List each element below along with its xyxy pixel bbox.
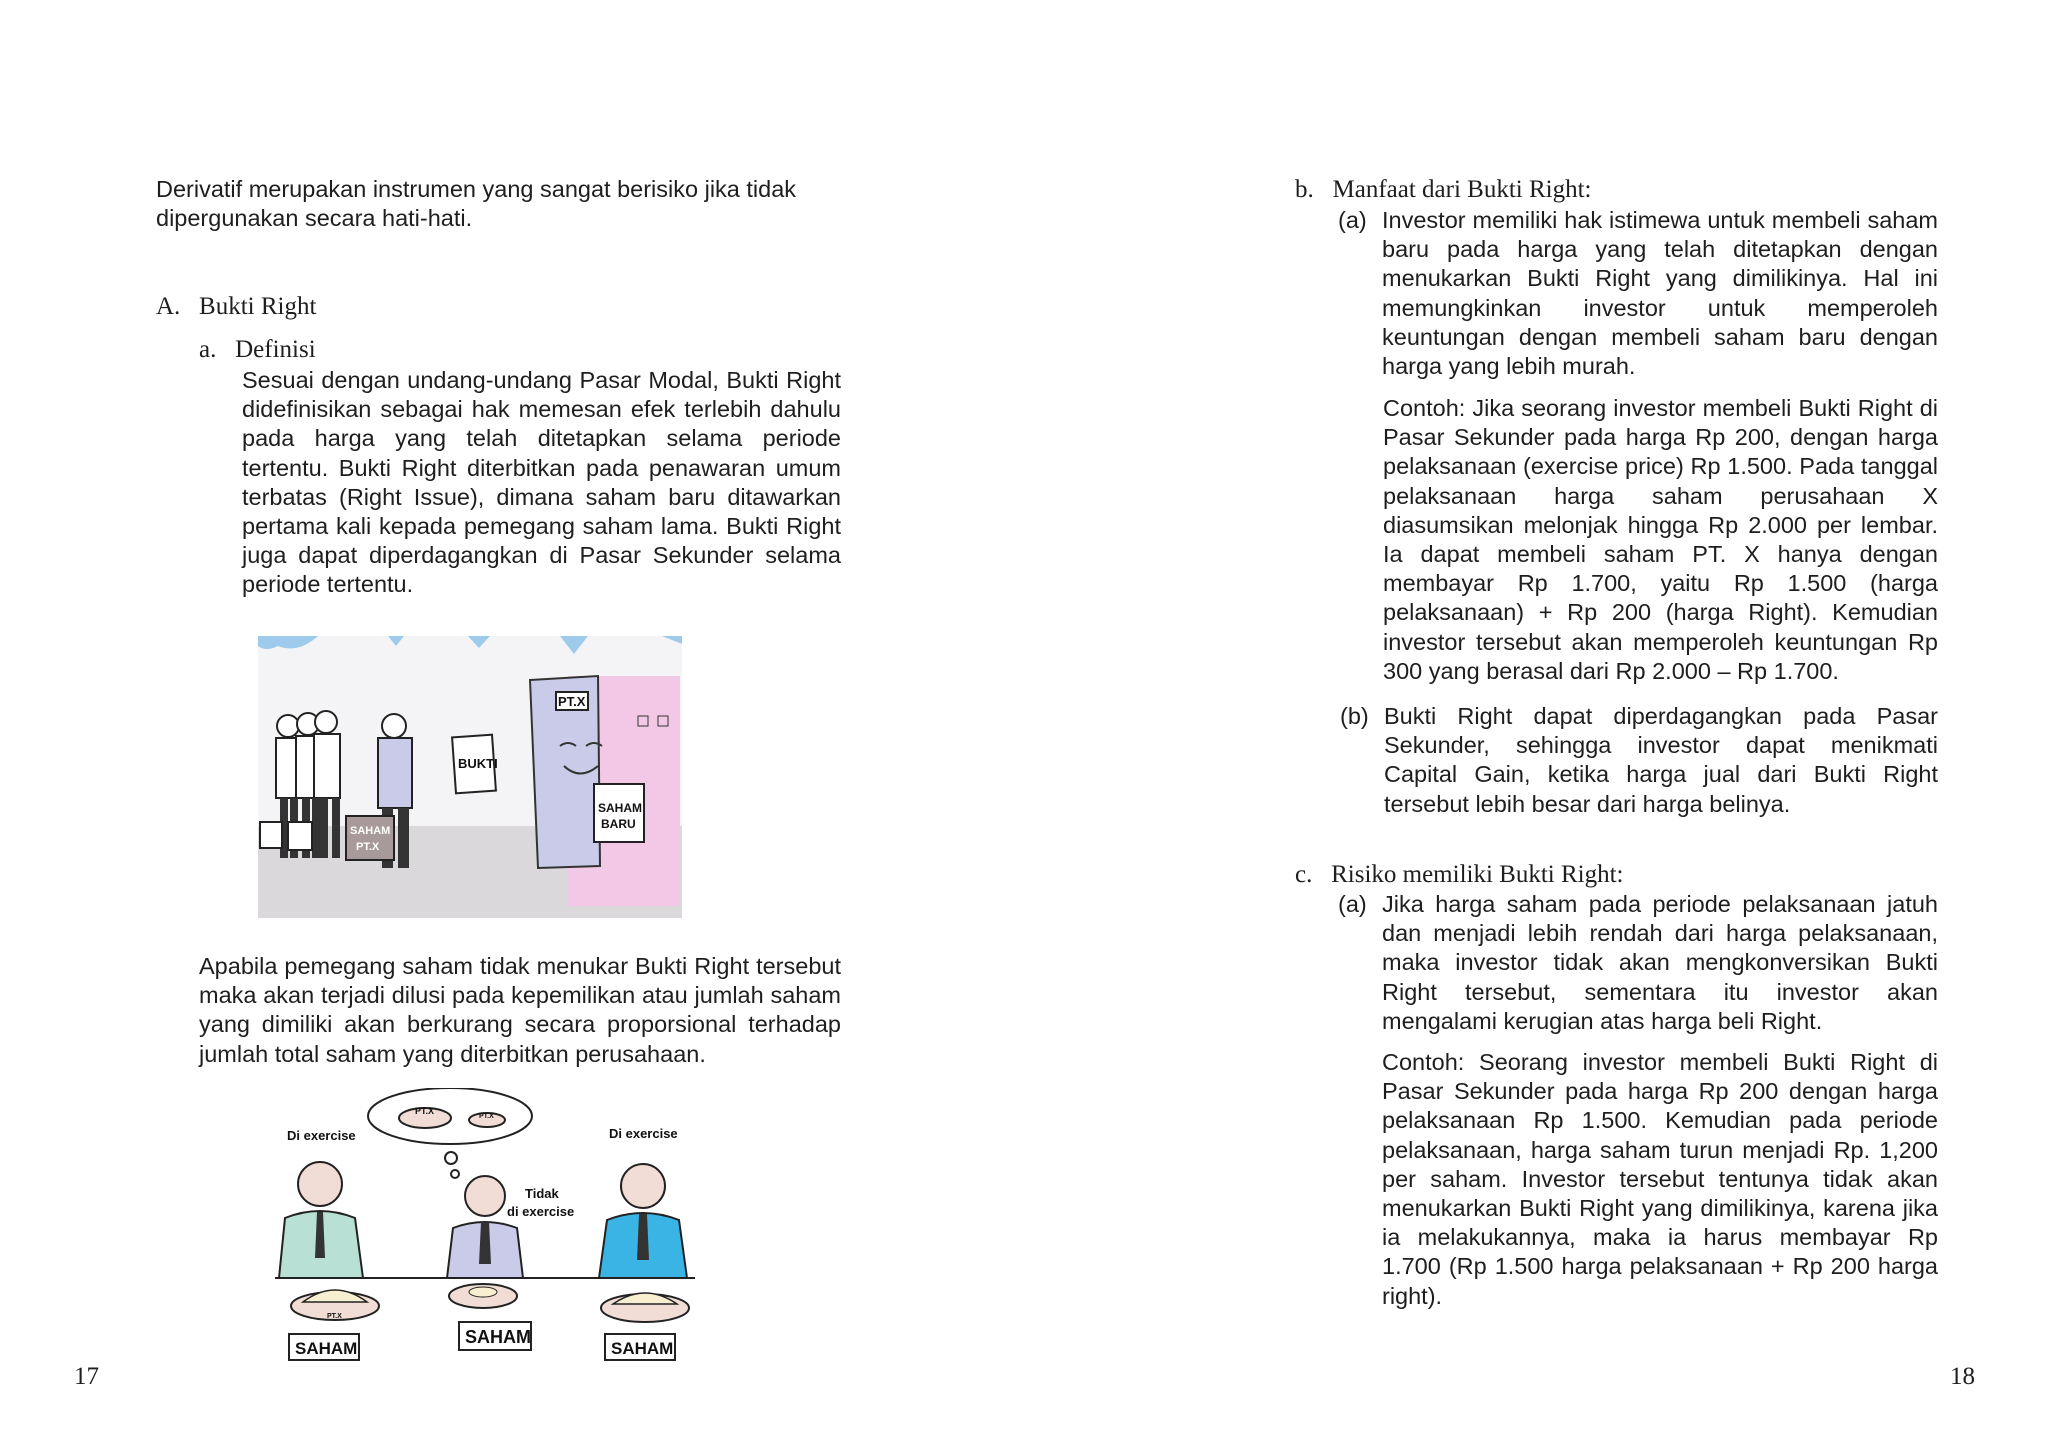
manfaat-item-a-text: Investor memiliki hak istimewa untuk membeli saham baru pada harga yang telah ditetapkan dengan menukarkan Bukti Right yang dimilikinya. Hal ini memungkinkan investor untuk memperoleh keuntungan dengan membeli saham baru dengan harga yang lebih murah. — [1382, 207, 1938, 380]
saham-sign-left: SAHAM — [295, 1339, 358, 1358]
bukti-paper-label: BUKTI — [458, 756, 498, 771]
saham-sign-middle: SAHAM — [465, 1327, 531, 1347]
dilusi-cartoon — [275, 1088, 695, 1370]
manfaat-heading: b. Manfaat dari Bukti Right: — [1295, 176, 1592, 203]
plate-label-left: PT.X — [327, 1313, 342, 1320]
manfaat-item-b — [1340, 702, 1938, 819]
dilusi-paragraph: Apabila pemegang saham tidak menukar Bukti Right tersebut maka akan terjadi dilusi pada kepemilikan atau jumlah saham yang dimiliki akan berkurang secara proporsional terhadap jumlah total saham yang diterbitkan perusahaan. — [199, 953, 841, 1067]
bukti-right-cartoon — [258, 636, 682, 918]
building-sign: PT.X — [558, 694, 586, 709]
risiko-item-a — [1338, 890, 1938, 1036]
manfaat-item-a — [1338, 206, 1938, 381]
saham-sign-right: SAHAM — [611, 1339, 674, 1358]
saham-baru-label-1: SAHAM — [598, 801, 642, 815]
risiko-item-a-tag: (a) — [1338, 891, 1367, 917]
definisi-heading: a. Definisi — [199, 336, 316, 363]
label-tidak: Tidak — [525, 1186, 559, 1201]
risiko-item-a-text: Jika harga saham pada periode pelaksanaan jatuh dan menjadi lebih rendah dari harga pelaksanaan, maka investor tidak akan mengkonversikan Bukti Right tersebut, sementara itu investor akan mengalami kerugian atas harga beli Right. — [1382, 891, 1938, 1034]
dilusi-illustration — [275, 1088, 695, 1370]
saham-baru-label-2: BARU — [601, 817, 636, 831]
manfaat-item-b-text: Bukti Right dapat diperdagangkan pada Pasar Sekunder, sehingga investor dapat menikmati Capital Gain, ketika harga jual dari Bukti Right tersebut lebih besar dari harga belinya. — [1384, 703, 1938, 817]
bukti-right-illustration — [258, 636, 682, 918]
manfaat-item-a-tag: (a) — [1338, 207, 1367, 233]
briefcase-label-1: SAHAM — [350, 825, 391, 837]
page-number-right: 18 — [1950, 1363, 1975, 1390]
section-a-heading: A. Bukti Right — [156, 293, 317, 320]
label-di-exercise-left: Di exercise — [287, 1128, 356, 1143]
risiko-contoh: Contoh: Seorang investor membeli Bukti Right di Pasar Sekunder pada harga Rp 200 dengan harga pelaksanaan Rp 1.500. Kemudian pada periode pelaksanaan, harga saham turun menjadi Rp. 1,200 per saham. Investor tersebut tentunya tidak akan menukarkan Bukti Right yang dimilikinya, karena jika ia melakukannya, maka ia harus membayar Rp 1.700 (Rp 1.500 harga pelaksanaan + Rp 200 harga right). — [1382, 1049, 1938, 1309]
page-number-left: 17 — [74, 1363, 99, 1390]
label-di-exercise-middle: di exercise — [507, 1204, 575, 1219]
intro-paragraph: Derivatif merupakan instrumen yang sangat berisiko jika tidak dipergunakan secara hati-hati. — [156, 176, 797, 232]
label-di-exercise-right: Di exercise — [609, 1126, 678, 1141]
definisi-paragraph: Sesuai dengan undang-undang Pasar Modal, Bukti Right didefinisikan sebagai hak memesan efek terlebih dahulu pada harga yang telah ditetapkan selama periode tertentu. Bukti Right diterbitkan pada penawaran umum terbatas (Right Issue), dimana saham baru ditawarkan pertama kali kepada pemegang saham lama. Bukti Right juga dapat diperdagangkan di Pasar Sekunder selama periode tertentu. — [242, 367, 841, 598]
briefcase-label-2: PT.X — [356, 841, 380, 853]
bubble-plate-label-2: PT.X — [479, 1113, 494, 1120]
bubble-plate-label-1: PT.X — [415, 1106, 435, 1116]
risiko-heading: c. Risiko memiliki Bukti Right: — [1295, 861, 1624, 888]
manfaat-contoh: Contoh: Jika seorang investor membeli Bukti Right di Pasar Sekunder pada harga Rp 200, dengan harga pelaksanaan (exercise price) Rp 1.500. Pada tanggal pelaksanaan harga saham perusahaan X diasumsikan melonjak hingga Rp 2.000 per lembar. Ia dapat membeli saham PT. X hanya dengan membayar Rp 1.700, yaitu Rp 1.500 (harga pelaksanaan) + Rp 200 (harga Right). Kemudian investor tersebut akan memperoleh keuntungan Rp 300 yang berasal dari Rp 2.000 – Rp 1.700. — [1383, 395, 1938, 684]
manfaat-item-b-tag: (b) — [1340, 703, 1369, 729]
